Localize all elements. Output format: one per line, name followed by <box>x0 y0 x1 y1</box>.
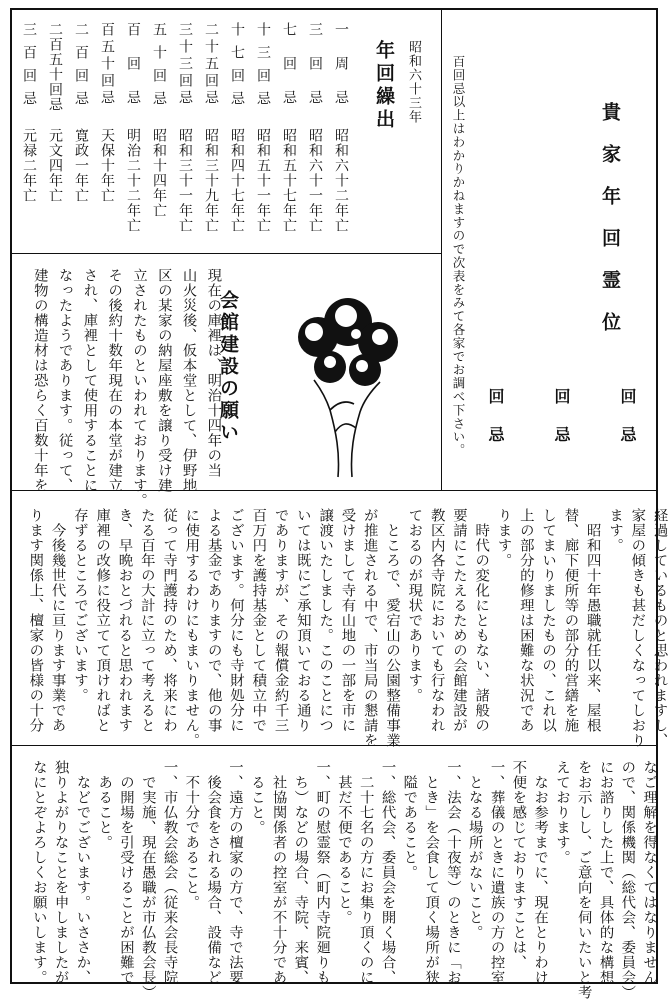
nenkai-year: 昭和三十一年亡 <box>177 128 193 233</box>
middle-line: 受けまして寺有山地の一部を市に <box>339 508 356 733</box>
middle-line: 時代の変化にともない、諸般の <box>473 508 490 733</box>
nenkai-heading <box>371 40 423 132</box>
bottom-line: 甚だ不便であること。 <box>335 760 352 925</box>
kaikan-line: され、庫裡として使用することに <box>81 268 98 493</box>
ki-note: 百回忌以上はわかりかねますので次表をみて各家でお調べ下さい。 <box>451 55 466 457</box>
ki-title-text: 貴家年回霊位 <box>599 102 621 354</box>
divider-nenkai <box>12 253 441 254</box>
nenkai-year: 寛政一年亡 <box>73 128 89 203</box>
nenkai-row <box>42 22 68 203</box>
middle-line: 譲渡いたしました。このことにつ <box>317 508 334 733</box>
middle-line: ておるのが現状であります。 <box>406 508 423 703</box>
middle-line: き、早晩おとづれると思われます <box>116 508 133 733</box>
bottom-line: ること。 <box>248 760 265 835</box>
nenkai-year: 昭和六十三年 <box>406 40 421 124</box>
middle-line: ります。 <box>495 508 512 568</box>
nenkai-year: 明治二十二年亡 <box>125 128 141 233</box>
kaikan-title-text: 会館建設の願い <box>217 290 239 444</box>
nenkai-label: 二百回忌 <box>73 22 89 114</box>
middle-line: 存ずるところでございます。 <box>71 508 88 703</box>
nenkai-row <box>120 22 146 233</box>
bottom-line: 後会食をされる場合、設備など <box>205 760 222 985</box>
nenkai-year: 昭和六十二年亡 <box>333 128 349 233</box>
nenkai-year: 元禄二年亡 <box>21 128 37 203</box>
bottom-line: ので、関係機関（総代会、委員会） <box>619 760 636 1000</box>
bottom-line: 隘であること。 <box>401 760 418 880</box>
bottom-line: 不便を感じておりますことは、 <box>510 760 527 970</box>
nenkai-label: 三百回忌 <box>21 22 37 114</box>
bottom-line: をお示しし、ご意向を伺いたいと考 <box>575 760 592 1000</box>
divider-vertical-top <box>441 10 442 490</box>
bottom-line: えております。 <box>553 760 570 865</box>
bottom-line: 独りよがりなことを申しましたが <box>52 760 69 985</box>
bottom-line: あること。 <box>96 760 113 850</box>
nenkai-year: 昭和五十一年亡 <box>255 128 271 233</box>
bottom-line: ち）などの場合、寺院、来賓、 <box>292 760 309 985</box>
nenkai-table <box>16 22 354 233</box>
nenkai-year: 昭和十四年亡 <box>151 128 167 218</box>
bottom-line: 一、町の慰霊祭（町内寺院廻りも <box>314 760 331 985</box>
kaikan-line: 建物の構造材は恐らく百数十年を <box>31 268 48 493</box>
bottom-line: 一、市仏教会総会（従来会長寺院 <box>161 760 178 985</box>
middle-line: 家屋の傾きも甚だしくなってしおり <box>629 508 646 748</box>
nenkai-row <box>16 22 42 203</box>
kaikan-text <box>22 268 220 508</box>
nenkai-label: 十七回忌 <box>229 22 245 114</box>
bottom-line: の開場を引受けることが困難で <box>117 760 134 985</box>
nenkai-year: 元文四年亡 <box>47 128 63 203</box>
middle-line: ございます。何分にも寺財処分に <box>227 508 244 733</box>
nenkai-label: 一周忌 <box>333 22 349 124</box>
nenkai-year: 昭和三十九年亡 <box>203 128 219 233</box>
middle-line: が推進される中で、市当局の懇請を <box>361 508 378 748</box>
bottom-line: 一、遠方の檀家の方で、寺で法要 <box>226 760 243 985</box>
middle-line: に使用するわけにもまいりません。 <box>183 508 200 748</box>
ki-title <box>597 102 624 354</box>
bottom-line: などでございます。いささか、 <box>74 760 91 985</box>
nenkai-label: 二百五十回忌 <box>47 22 63 112</box>
middle-line: 要請にこたえるための会館建設が <box>450 508 467 733</box>
bottom-line: 一、葬儀のときに遺族の方の控室 <box>488 760 505 985</box>
tree-trunk <box>314 380 380 477</box>
bottom-line: なお参考までに、現在とりわけ <box>532 760 549 985</box>
nenkai-label: 七回忌 <box>281 22 297 124</box>
middle-line: 替、廊下便所等の部分的営繕を施 <box>562 508 579 733</box>
nenkai-row <box>250 22 276 233</box>
middle-line: 教区内各寺院においても行なわれ <box>428 508 445 733</box>
middle-line: 上の部分的修理は困難な状況であ <box>517 508 534 733</box>
nenkai-year: 天保十年亡 <box>99 128 115 203</box>
tree-illustration <box>290 282 405 482</box>
middle-line: 庫裡の改修に役立てて頂ければと <box>94 508 111 733</box>
nenkai-year: 昭和六十一年亡 <box>307 128 323 233</box>
bottom-line: となる場所がないこと。 <box>466 760 483 940</box>
ki-kai-row <box>484 388 639 464</box>
bottom-line: なにとぞよろしくお願いします。 <box>30 760 47 985</box>
nenkai-label: 百五十回忌 <box>99 22 115 107</box>
middle-line: 今後幾世代に亘ります事業であ <box>49 508 66 733</box>
bottom-line: 社協関係者の控室が不十分であ <box>270 760 287 985</box>
kaikan-line: なったようであります。従って、 <box>56 268 73 493</box>
middle-line: でありますが、その報償金約千三 <box>272 508 289 733</box>
kaikan-line: 立されたものといわれております。 <box>130 268 147 508</box>
nenkai-label: 三回忌 <box>307 22 323 124</box>
nenkai-label: 百回忌 <box>125 22 141 124</box>
nenkai-title: 年回繰出 <box>373 40 395 132</box>
nenkai-label: 十三回忌 <box>255 22 271 114</box>
bottom-line: 一、法会（十夜等）のときに「お <box>444 760 461 985</box>
nenkai-row <box>302 22 328 233</box>
kaikan-line: 現在の庫裡は、明治十四年の当 <box>205 268 222 478</box>
nenkai-label: 五十回忌 <box>151 22 167 114</box>
kaikan-line: 山火災後、仮本堂として、伊野地 <box>180 268 197 493</box>
nenkai-row <box>94 22 120 203</box>
middle-line: ります関係上、檀家の皆様の十分 <box>27 508 44 733</box>
middle-text <box>20 508 667 748</box>
ki-kai-2: 回忌 <box>552 388 571 464</box>
kaikan-line: 区の某家の納屋座敷を譲り受け建 <box>155 268 172 493</box>
bottom-line: 二十七名の方にお集り頂くのに <box>357 760 374 985</box>
nenkai-row <box>224 22 250 233</box>
middle-line: ます。 <box>607 508 624 553</box>
bottom-line: 不十分であること。 <box>183 760 200 910</box>
bottom-line: なご理解を得なくてはなりません <box>641 760 658 985</box>
kaikan-line: その後約十数年現在の本堂が建立 <box>106 268 123 493</box>
nenkai-year: 昭和四十七年亡 <box>229 128 245 233</box>
bottom-line: で実施、現在愚職が市仏教会長） <box>139 760 156 1000</box>
middle-line: 百万円を護持基金として積立中で <box>250 508 267 733</box>
nenkai-row <box>198 22 224 233</box>
nenkai-year: 昭和五十七年亡 <box>281 128 297 233</box>
middle-line: ところで、愛宕山の公園整備事業 <box>384 508 401 748</box>
middle-line: 従って寺門護持のため、将来にわ <box>161 508 178 733</box>
bottom-text <box>24 760 656 1000</box>
middle-line: いては既にご承知頂いておる通り <box>294 508 311 733</box>
nenkai-row <box>276 22 302 233</box>
middle-line: してまいりましたものの、これ以 <box>540 508 557 733</box>
nenkai-row <box>328 22 354 233</box>
ki-kai-3: 回忌 <box>486 388 505 464</box>
ki-kai-1: 回忌 <box>618 388 637 464</box>
bottom-line: にお諮りした上で、具体的な構想 <box>597 760 614 985</box>
middle-line: 昭和四十年愚職就任以来、屋根 <box>584 508 601 733</box>
nenkai-label: 二十五回忌 <box>203 22 219 107</box>
bottom-line: とき」を会食して頂く場所が狭 <box>423 760 440 985</box>
nenkai-row <box>146 22 172 218</box>
middle-line: 経過しているものと思われますし、 <box>651 508 668 748</box>
nenkai-label: 三十三回忌 <box>177 22 193 107</box>
middle-line: よる基金でありますので、他の事 <box>205 508 222 733</box>
nenkai-row <box>68 22 94 203</box>
nenkai-row <box>172 22 198 233</box>
middle-line: たる百年の大計に立って考えると <box>138 508 155 733</box>
bottom-line: 一、総代会、委員会を開く場合、 <box>379 760 396 985</box>
